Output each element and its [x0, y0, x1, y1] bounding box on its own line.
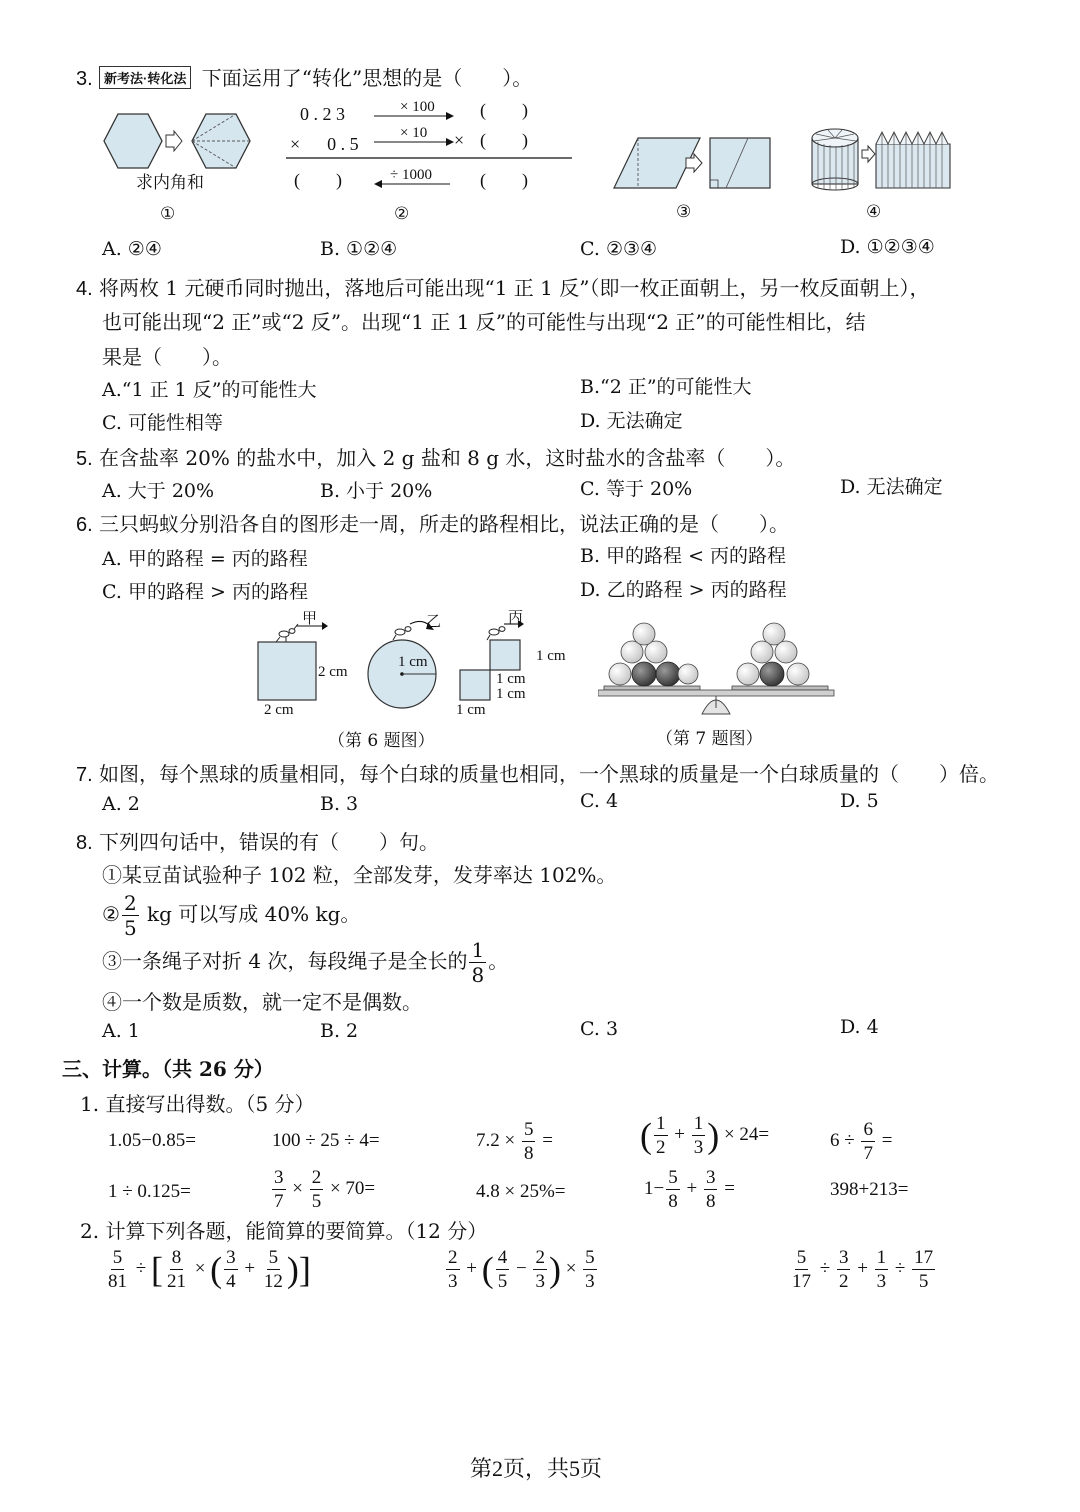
white-ball — [775, 641, 797, 663]
blank-2: ( ) — [480, 130, 528, 150]
q3-figure-multiplication — [282, 94, 582, 198]
unit-label-1: 1 cm — [536, 648, 566, 664]
calc-r2c5: 398+213= — [830, 1179, 909, 1200]
q8-statement-3: ③一条绳子对折 4 次，每段绳子是全长的 $\frac{1}{8}$ 。 — [102, 938, 509, 987]
q6-figure-caption: （第 6 题图） — [328, 731, 435, 751]
black-ball — [656, 662, 680, 686]
q5-option-d[interactable]: D. 无法确定 — [840, 476, 943, 498]
calc-r2c3: 4.8 × 25%= — [476, 1181, 566, 1202]
white-ball — [737, 663, 759, 685]
blank-1: ( ) — [480, 100, 528, 120]
q3-option-d[interactable]: D. ①②③④ — [840, 236, 935, 258]
radius-label: 1 cm — [398, 654, 428, 670]
op-div1000: ÷ 1000 — [390, 167, 432, 183]
q3-figure-hexagons — [96, 104, 276, 194]
q8-stem: 8. 下列四句话中，错误的有（ ）句。 — [76, 830, 440, 854]
white-ball — [633, 623, 655, 645]
unit-label-3: 1 cm — [496, 686, 526, 702]
q4-option-d[interactable]: D. 无法确定 — [580, 410, 683, 432]
q7-option-d[interactable]: D. 5 — [840, 790, 879, 812]
q3-text: 下面运用了“转化”思想的是（ ）。 — [201, 66, 533, 90]
q3-stem — [76, 62, 532, 91]
label-yi: 乙 — [426, 614, 442, 630]
unit-label-2: 1 cm — [496, 671, 526, 687]
op-x10: × 10 — [400, 125, 428, 141]
calc-r1c5: 6 ÷ $\frac{6}{7}$ = — [830, 1119, 893, 1164]
section-3-part-2: 2. 计算下列各题，能简算的要简算。（12 分） — [80, 1219, 488, 1243]
q3-badge: 新考法·转化法 — [99, 66, 191, 89]
q3-option-b[interactable]: B. ①②④ — [320, 238, 398, 260]
section-3-title: 三、计算。（共 26 分） — [62, 1057, 274, 1081]
q8-statement-4: ④一个数是质数，就一定不是偶数。 — [102, 990, 422, 1014]
white-ball — [609, 663, 631, 685]
square-bottom-label: 2 cm — [264, 702, 294, 718]
q3-option-c[interactable]: C. ②③④ — [580, 238, 658, 260]
q5-option-a[interactable]: A. 大于 20% — [102, 480, 215, 502]
q4-option-a[interactable]: A.“1 正 1 反”的可能性大 — [102, 379, 317, 401]
hex-caption: 求内角和 — [136, 173, 204, 192]
q4-option-b[interactable]: B.“2 正”的可能性大 — [580, 376, 752, 398]
q7-balance-figure — [598, 622, 838, 718]
hexagon-left — [104, 114, 162, 168]
mult-top: 0 . 2 3 — [300, 104, 345, 124]
fig-label-2: ② — [394, 204, 410, 224]
q4-option-c[interactable]: C. 可能性相等 — [102, 412, 223, 434]
q4-number: 4. — [76, 278, 93, 300]
q4-stem-line-2: 也可能出现“2 正”或“2 反”。出现“1 正 1 反”的可能性与出现“2 正”的可能性相比，结 — [102, 310, 866, 334]
cuboid — [876, 144, 950, 188]
q6-option-c[interactable]: C. 甲的路程 > 丙的路程 — [102, 581, 308, 603]
white-ball — [751, 641, 773, 663]
q8-option-b[interactable]: B. 2 — [320, 1020, 359, 1042]
q5-option-b[interactable]: B. 小于 20% — [320, 480, 433, 502]
ant-icon — [393, 627, 411, 640]
page-footer: 第2页，共5页 — [470, 1456, 603, 1481]
arrow-right-icon — [166, 131, 182, 151]
mult-mid: × 0 . 5 — [290, 134, 359, 154]
q8-option-c[interactable]: C. 3 — [580, 1018, 619, 1040]
q8-statement-1: ①某豆苗试验种子 102 粒，全部发芽，发芽率达 102%。 — [102, 863, 617, 887]
q5-stem: 5. 在含盐率 20% 的盐水中，加入 2 g 盐和 8 g 水，这时盐水的含盐率（ ）。 — [76, 446, 796, 470]
calc-r1c4: ( $\frac{1}{2}$ + $\frac{1}{3}$ ) × 24= — [640, 1113, 770, 1158]
q6-figure — [250, 610, 580, 722]
op-x100: × 100 — [400, 99, 435, 115]
q6-option-b[interactable]: B. 甲的路程 < 丙的路程 — [580, 545, 787, 567]
q4-stem-line-3: 果是（ ）。 — [102, 345, 232, 369]
rectangle — [710, 138, 770, 188]
blank-3: ( ) — [294, 170, 342, 190]
white-ball — [787, 663, 809, 685]
q4-stem-line-1: 4. 将两枚 1 元硬币同时抛出，落地后可能出现“1 正 1 反”（即一枚正面朝上，另一枚反面朝上）， — [76, 276, 930, 300]
ant-icon — [276, 624, 298, 642]
q8-statement-2: ② $\frac{2}{5}$ kg 可以写成 40% kg。 — [102, 891, 361, 940]
q8-option-d[interactable]: D. 4 — [840, 1016, 879, 1038]
q8-number: 8. — [76, 832, 93, 854]
calc-r1c1: 1.05−0.85= — [108, 1130, 196, 1151]
label-bing: 丙 — [508, 610, 524, 626]
hexagon-right — [192, 114, 250, 168]
q6-number: 6. — [76, 514, 93, 536]
q3-figure-cylinder — [808, 126, 958, 192]
q8-option-a[interactable]: A. 1 — [102, 1020, 140, 1042]
white-ball — [678, 664, 698, 684]
q3-figure-parallelogram — [606, 134, 776, 194]
black-ball — [760, 662, 784, 686]
q3-number: 3. — [76, 68, 93, 90]
mult-times: × — [454, 130, 465, 150]
fig-label-4: ④ — [866, 202, 882, 222]
calc-r2c4: 1− $\frac{5}{8}$ + $\frac{3}{8}$ = — [644, 1167, 735, 1212]
label-jia: 甲 — [302, 611, 318, 627]
q5-number: 5. — [76, 448, 93, 470]
small-square-top — [490, 640, 520, 670]
calc-r1c2: 100 ÷ 25 ÷ 4= — [272, 1130, 380, 1151]
q6-stem: 6. 三只蚂蚁分别沿各自的图形走一周，所走的路程相比，说法正确的是（ ）。 — [76, 512, 790, 536]
section-3-part-1: 1. 直接写出得数。（5 分） — [80, 1092, 315, 1116]
balance-beam — [598, 690, 834, 696]
fig-label-3: ③ — [676, 202, 692, 222]
q7-option-b[interactable]: B. 3 — [320, 793, 359, 815]
expr-3: $\frac{5}{17}$ ÷ $\frac{3}{2}$ + $\frac{1}{3}$ ÷ $\frac{17}{5}$ — [792, 1247, 934, 1292]
small-square-bottom — [460, 670, 490, 700]
square-side-label: 2 cm — [318, 664, 348, 680]
q7-option-c[interactable]: C. 4 — [580, 790, 619, 812]
calc-r2c2: $\frac{3}{7}$ × $\frac{2}{5}$ × 70= — [274, 1167, 376, 1212]
blank-4: ( ) — [480, 170, 528, 190]
expr-1: $\frac{5}{81}$ ÷ [ $\frac{8}{21}$ × ( $\frac{3}{4}$ + $\frac{5}{12}$ )] — [108, 1247, 311, 1292]
q3-option-a[interactable]: A. ②④ — [102, 238, 162, 260]
fig-label-1: ① — [160, 204, 176, 224]
q6-option-a[interactable]: A. 甲的路程 = 丙的路程 — [102, 548, 308, 570]
calc-r1c3: 7.2 × $\frac{5}{8}$ = — [476, 1119, 553, 1164]
q7-option-a[interactable]: A. 2 — [102, 793, 140, 815]
ant-icon — [487, 627, 505, 640]
q6-option-d[interactable]: D. 乙的路程 > 丙的路程 — [580, 579, 787, 601]
expr-2: $\frac{2}{3}$ + ( $\frac{4}{5}$ − $\frac{2}{3}$ ) × $\frac{5}{3}$ — [448, 1247, 595, 1292]
q5-option-c[interactable]: C. 等于 20% — [580, 478, 693, 500]
q7-stem: 7. 如图，每个黑球的质量相同，每个白球的质量也相同，一个黑球的质量是一个白球质量的（ ）倍。 — [76, 762, 1000, 786]
unit-label-4: 1 cm — [456, 702, 486, 718]
arrow-right-icon — [862, 146, 875, 162]
q7-figure-caption: （第 7 题图） — [656, 729, 763, 749]
black-ball — [632, 662, 656, 686]
square — [258, 642, 316, 700]
q7-number: 7. — [76, 764, 93, 786]
calc-r2c1: 1 ÷ 0.125= — [108, 1181, 191, 1202]
